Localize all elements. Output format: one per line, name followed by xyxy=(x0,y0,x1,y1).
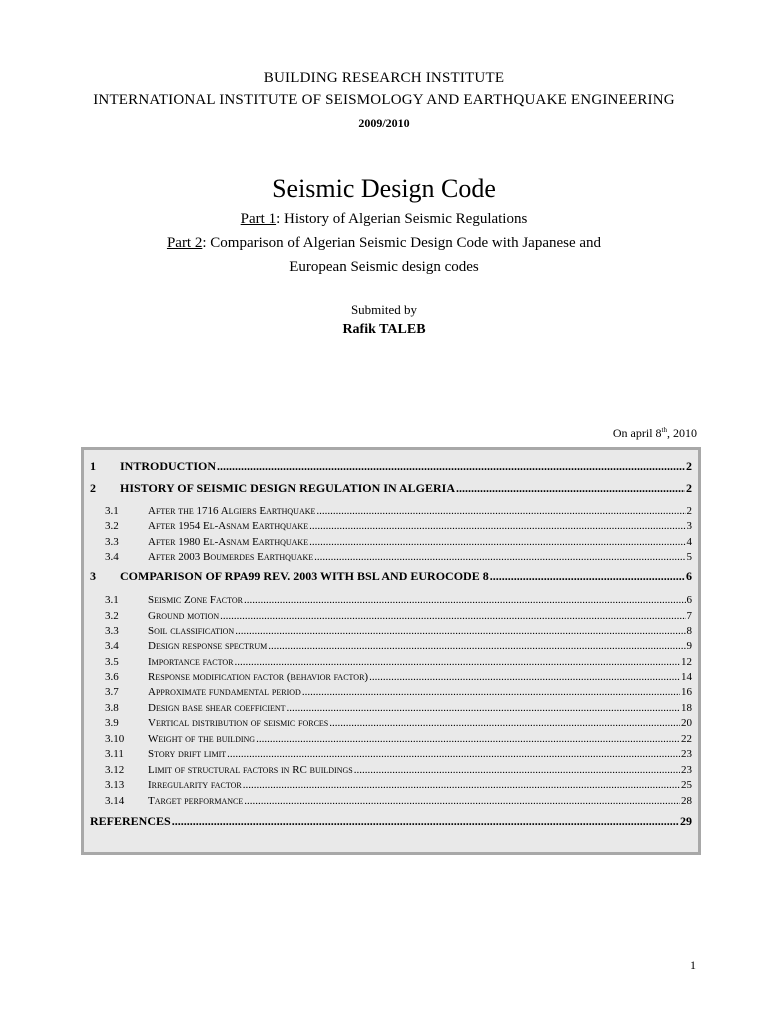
toc-leader-dots xyxy=(235,625,685,637)
toc-entry-number: 3.10 xyxy=(105,733,125,745)
toc-entry-number: 3.6 xyxy=(105,671,119,683)
toc-entry-page: 2 xyxy=(686,481,692,495)
toc-entry-page: 20 xyxy=(681,717,692,729)
toc-entry-number: 3.2 xyxy=(105,520,119,532)
toc-entry-page: 6 xyxy=(686,594,692,606)
toc-entry-number: 3.4 xyxy=(105,640,119,652)
toc-entry[interactable] xyxy=(90,717,692,729)
toc-leader-dots xyxy=(309,536,685,548)
toc-entry-title: After 1980 El-Asnam Earthquake xyxy=(148,536,309,548)
toc-entry-page: 23 xyxy=(681,748,692,760)
institute-name: BUILDING RESEARCH INSTITUTE xyxy=(263,70,505,86)
toc-entry-number: 3.4 xyxy=(105,551,119,563)
toc-entry-number: 3.8 xyxy=(105,702,119,714)
toc-entry-title: Response modification factor (behavior factor) xyxy=(148,671,369,683)
toc-entry-page: 9 xyxy=(686,640,692,652)
toc-entry-number: 3.3 xyxy=(105,536,119,548)
toc-entry[interactable] xyxy=(90,536,692,548)
toc-entry[interactable] xyxy=(90,569,692,584)
toc-entry-page: 3 xyxy=(686,520,692,532)
toc-leader-dots xyxy=(268,640,685,652)
toc-entry-title: Soil classification xyxy=(148,625,235,637)
toc-entry-title: After the 1716 Algiers Earthquake xyxy=(148,505,316,517)
toc-entry-title: REFERENCES xyxy=(90,814,171,828)
toc-entry[interactable] xyxy=(90,814,692,829)
part2-line-continued: European Seismic design codes xyxy=(289,259,479,275)
toc-entry-page: 8 xyxy=(686,625,692,637)
part2-label: Part 2 xyxy=(166,235,203,251)
toc-leader-dots xyxy=(369,671,680,683)
institute-full-name: INTERNATIONAL INSTITUTE OF SEISMOLOGY AND EARTHQUAKE ENGINEERING xyxy=(93,92,675,108)
part1-text: : History of Algerian Seismic Regulations xyxy=(276,211,528,227)
date-suffix: , 2010 xyxy=(667,426,697,440)
toc-entry[interactable] xyxy=(90,779,692,791)
toc-entry-number: 3.3 xyxy=(105,625,119,637)
toc-entry[interactable] xyxy=(90,640,692,652)
toc-entry[interactable] xyxy=(90,702,692,714)
toc-entry[interactable] xyxy=(90,551,692,563)
toc-leader-dots xyxy=(243,779,680,791)
toc-leader-dots xyxy=(244,594,686,606)
toc-entry-page: 2 xyxy=(686,459,692,473)
toc-leader-dots xyxy=(227,748,680,760)
part1-label: Part 1 xyxy=(240,211,277,227)
toc-entry[interactable] xyxy=(90,748,692,760)
toc-entry-title: HISTORY OF SEISMIC DESIGN REGULATION IN ALGERIA xyxy=(120,481,455,495)
toc-leader-dots xyxy=(172,814,679,829)
toc-leader-dots xyxy=(244,795,680,807)
toc-entry-title: Design response spectrum xyxy=(148,640,268,652)
toc-entry-title: After 2003 Boumerdes Earthquake xyxy=(148,551,314,563)
date-ordinal: th xyxy=(661,426,667,434)
toc-entry-title: After 1954 El-Asnam Earthquake xyxy=(148,520,309,532)
toc-entry-page: 6 xyxy=(686,569,692,583)
toc-entry-title: Ground motion xyxy=(148,610,220,622)
toc-entry-title: Seismic Zone Factor xyxy=(148,594,243,606)
toc-leader-dots xyxy=(316,505,685,517)
toc-leader-dots xyxy=(302,686,680,698)
toc-entry-title: Approximate fundamental period xyxy=(148,686,301,698)
toc-entry-number: 3.2 xyxy=(105,610,119,622)
toc-entry-title: Design base shear coefficient xyxy=(148,702,286,714)
toc-entry-page: 12 xyxy=(681,656,692,668)
toc-entry-number: 2 xyxy=(90,481,96,495)
toc-entry-page: 28 xyxy=(681,795,692,807)
toc-entry-page: 16 xyxy=(681,686,692,698)
toc-leader-dots xyxy=(456,481,685,496)
toc-entry[interactable] xyxy=(90,481,692,496)
toc-entry-page: 29 xyxy=(680,814,692,828)
toc-leader-dots xyxy=(287,702,680,714)
toc-leader-dots xyxy=(256,733,680,745)
toc-leader-dots xyxy=(217,459,685,474)
toc-entry[interactable] xyxy=(90,459,692,474)
toc-entry-title: Weight of the building xyxy=(148,733,256,745)
document-title: Seismic Design Code xyxy=(272,174,496,203)
toc-entry-number: 3.1 xyxy=(105,505,119,517)
toc-entry-page: 7 xyxy=(686,610,692,622)
toc-entry-title: Story drift limit xyxy=(148,748,227,760)
toc-entry[interactable] xyxy=(90,505,692,517)
toc-entry-number: 1 xyxy=(90,459,96,473)
toc-entry[interactable] xyxy=(90,625,692,637)
toc-entry-page: 14 xyxy=(681,671,692,683)
submission-date xyxy=(613,426,697,441)
author-name: Rafik TALEB xyxy=(342,322,426,337)
toc-leader-dots xyxy=(354,764,680,776)
toc-leader-dots xyxy=(220,610,685,622)
toc-leader-dots xyxy=(329,717,680,729)
toc-entry-number: 3.9 xyxy=(105,717,119,729)
table-of-contents xyxy=(81,447,701,855)
toc-entry-title: INTRODUCTION xyxy=(120,459,217,473)
toc-entry[interactable] xyxy=(90,520,692,532)
toc-entry-number: 3.5 xyxy=(105,656,119,668)
toc-leader-dots xyxy=(314,551,685,563)
date-prefix: On april 8 xyxy=(612,426,662,440)
toc-entry-number: 3.13 xyxy=(105,779,125,791)
toc-entry-title: Limit of structural factors in RC buildings xyxy=(148,764,353,776)
toc-entry[interactable] xyxy=(90,795,692,807)
toc-entry-number: 3.12 xyxy=(105,764,125,776)
toc-entry[interactable] xyxy=(90,671,692,683)
toc-leader-dots xyxy=(234,656,680,668)
toc-entry[interactable] xyxy=(90,686,692,698)
part2-line xyxy=(0,235,768,252)
toc-entry-title: Irregularity factor xyxy=(148,779,242,791)
toc-entry-page: 2 xyxy=(686,505,692,517)
page-number: 1 xyxy=(690,958,696,972)
toc-entry-page: 22 xyxy=(681,733,692,745)
toc-entry-page: 18 xyxy=(681,702,692,714)
toc-entry-title: Target performance xyxy=(148,795,244,807)
toc-entry-title: Importance factor xyxy=(148,656,234,668)
toc-entry-title: Vertical distribution of seismic forces xyxy=(148,717,329,729)
toc-entry-page: 25 xyxy=(681,779,692,791)
toc-entry-title: COMPARISON OF RPA99 REV. 2003 WITH BSL AND EUROCODE 8 xyxy=(120,569,489,583)
part2-text: : Comparison of Algerian Seismic Design Code with Japanese and xyxy=(202,235,602,251)
toc-entry[interactable] xyxy=(90,733,692,745)
submitted-by-label: Submited by xyxy=(350,302,418,317)
part1-line xyxy=(0,211,768,228)
toc-entry-number: 3.11 xyxy=(105,748,124,760)
toc-entry-page: 4 xyxy=(686,536,692,548)
toc-entry-number: 3.7 xyxy=(105,686,119,698)
toc-entry-number: 3.1 xyxy=(105,594,119,606)
toc-entry-number: 3.14 xyxy=(105,795,125,807)
toc-entry-page: 23 xyxy=(681,764,692,776)
toc-entry[interactable] xyxy=(90,594,692,606)
toc-entry-page: 5 xyxy=(686,551,692,563)
toc-entry-number: 3 xyxy=(90,569,96,583)
toc-leader-dots xyxy=(490,569,685,584)
toc-entry[interactable] xyxy=(90,610,692,622)
academic-year: 2009/2010 xyxy=(358,116,410,130)
toc-leader-dots xyxy=(309,520,685,532)
toc-entry[interactable] xyxy=(90,656,692,668)
toc-entry[interactable] xyxy=(90,764,692,776)
